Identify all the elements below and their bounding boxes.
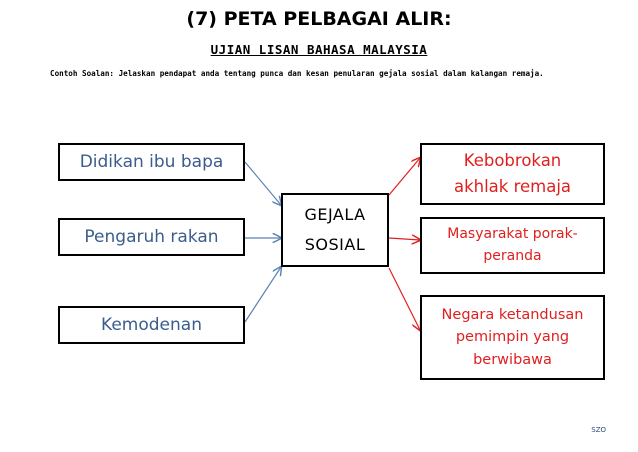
effect-box-1 <box>420 143 605 205</box>
effect-1-line-2: akhlak remaja <box>453 177 572 196</box>
effect-box-3 <box>420 295 605 380</box>
cause-box-2 <box>58 218 245 256</box>
effect-3-line-1: Negara ketandusan <box>441 306 584 323</box>
center-label-line-1: GEJALA <box>304 204 366 224</box>
arrow-effect-2 <box>389 238 420 240</box>
effect-3-line-3: berwibawa <box>473 351 552 368</box>
center-label-line-2: SOSIAL <box>304 235 366 254</box>
arrow-cause-3 <box>245 267 281 322</box>
effect-1-line-1: Kebobrokan <box>463 151 562 171</box>
arrow-effect-1 <box>389 158 420 195</box>
effect-2-line-1: Masyarakat porak- <box>447 225 578 242</box>
cause-box-3 <box>58 306 245 344</box>
center-box <box>281 193 389 267</box>
effect-2-line-2: peranda <box>483 247 542 264</box>
effect-box-2 <box>420 217 605 274</box>
cause-label-3: Kemodenan <box>101 315 202 335</box>
footer-initials: SZO <box>591 426 606 434</box>
effect-3-line-2: pemimpin yang <box>455 329 570 346</box>
cause-label-2: Pengaruh rakan <box>84 227 219 247</box>
arrow-effect-3 <box>389 268 420 330</box>
page-title: (7) PETA PELBAGAI ALIR: <box>186 8 452 30</box>
sample-question: Contoh Soalan: Jelaskan pendapat anda tentang punca dan kesan penularan gejala sosial dalam kalangan remaja. <box>50 69 544 78</box>
cause-label-1: Didikan ibu bapa <box>79 152 224 172</box>
cause-box-1 <box>58 143 245 181</box>
page-subtitle: UJIAN LISAN BAHASA MALAYSIA <box>210 42 428 57</box>
arrow-cause-1 <box>245 162 281 205</box>
